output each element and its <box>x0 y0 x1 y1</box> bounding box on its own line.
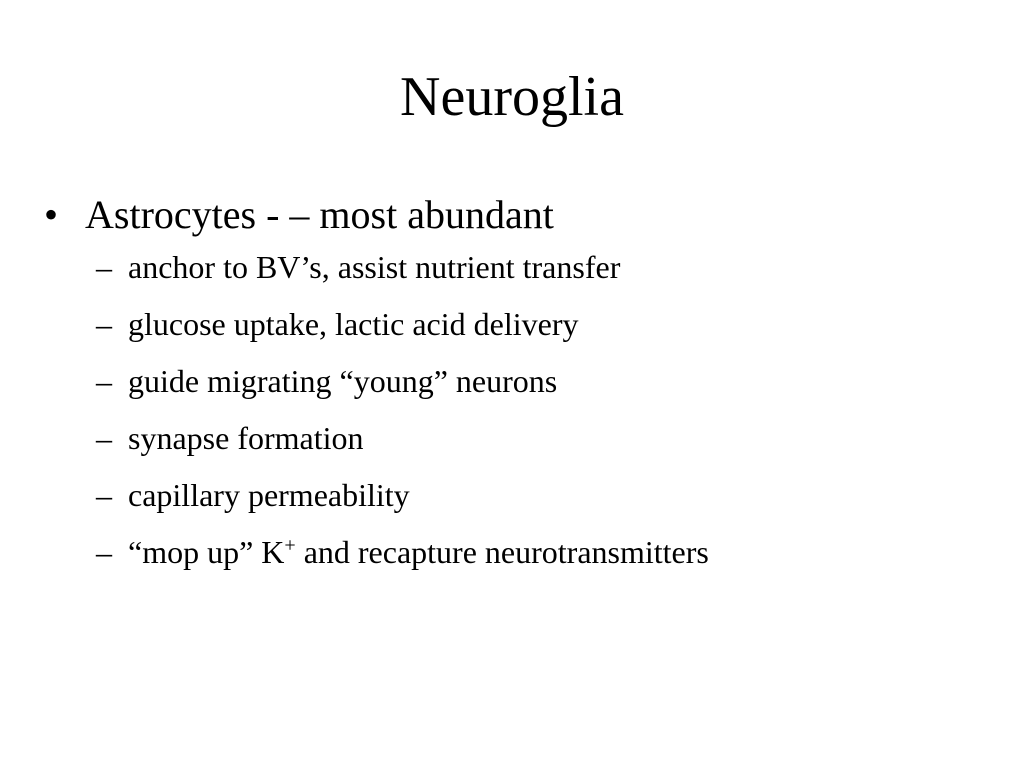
sub-bullet-item <box>44 419 984 476</box>
sub-bullet-text: glucose uptake, lactic acid delivery <box>128 306 579 342</box>
sub-bullet-item <box>44 305 984 362</box>
sub-bullet-item <box>44 248 984 305</box>
main-bullet-text: Astrocytes - – most abundant <box>85 192 554 237</box>
sub-bullet-text: anchor to BV’s, assist nutrient transfer <box>128 249 621 285</box>
sub-bullet-list <box>44 248 984 590</box>
dash-icon: – <box>96 477 112 513</box>
sub-bullet-item <box>44 533 984 590</box>
sub-bullet-text <box>128 533 709 572</box>
dash-icon: – <box>96 363 112 399</box>
sub-bullet-text: guide migrating “young” neurons <box>128 363 558 399</box>
sub-bullet-text: synapse formation <box>128 420 364 456</box>
dash-icon: – <box>96 420 112 456</box>
dash-icon: – <box>96 249 112 285</box>
dash-icon: – <box>96 306 112 342</box>
sub-bullet-text-start: “mop up” K <box>128 534 285 570</box>
sub-bullet-text: capillary permeability <box>128 477 410 513</box>
slide-content <box>44 190 984 590</box>
sub-bullet-item <box>44 476 984 533</box>
bullet-icon: • <box>44 192 59 237</box>
dash-icon: – <box>96 534 112 570</box>
superscript-plus: + <box>284 534 296 557</box>
slide-title: Neuroglia <box>400 66 624 128</box>
sub-bullet-item <box>44 362 984 419</box>
sub-bullet-text-end: and recapture neurotransmitters <box>295 534 709 570</box>
main-bullet <box>44 190 984 240</box>
